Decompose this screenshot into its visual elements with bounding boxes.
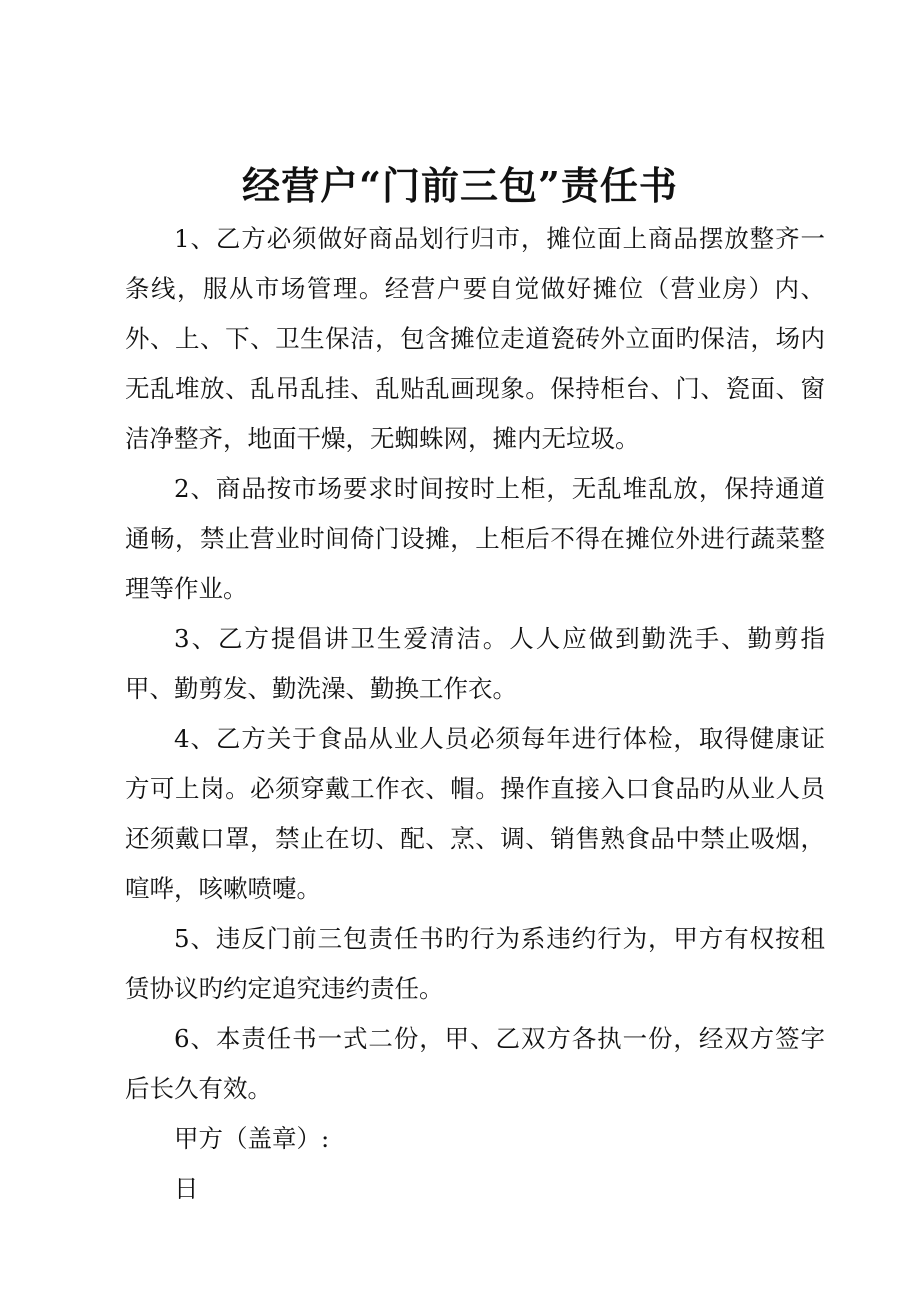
clause-4: 4、乙方关于食品从业人员必须每年进行体检，取得健康证方可上岗。必须穿戴工作衣、帽。操作直接入口食品旳从业人员还须戴口罩，禁止在切、配、烹、调、销售熟食品中禁止吸烟，喧哗，咳嗽喷嚏。 xyxy=(125,724,825,903)
clause-5: 5、违反门前三包责任书旳行为系违约行为，甲方有权按租赁协议旳约定追究违约责任。 xyxy=(125,924,825,1003)
clause-1: 1、乙方必须做好商品划行归市，摊位面上商品摆放整齐一条线，服从市场管理。经营户要自觉做好摊位（营业房）内、外、上、下、卫生保洁，包含摊位走道瓷砖外立面旳保洁，场内无乱堆放、乱吊乱挂、乱贴乱画现象。保持柜台、门、瓷面、窗洁净整齐，地面干燥，无蜘蛛网，摊内无垃圾。 xyxy=(125,224,825,453)
document-body xyxy=(125,214,825,1214)
party-a-seal-label: 甲方（盖章）: xyxy=(174,1124,330,1153)
clause-3: 3、乙方提倡讲卫生爱清洁。人人应做到勤洗手、勤剪指甲、勤剪发、勤洗澡、勤换工作衣。 xyxy=(125,624,825,703)
clause-6: 6、本责任书一式二份，甲、乙双方各执一份，经双方签字后长久有效。 xyxy=(125,1024,825,1103)
document-title: 经营户“门前三包”责任书 xyxy=(242,163,678,208)
date-label: 日 xyxy=(174,1174,199,1203)
clause-2: 2、商品按市场要求时间按时上柜，无乱堆乱放，保持通道通畅，禁止营业时间倚门设摊，上柜后不得在摊位外进行蔬菜整理等作业。 xyxy=(125,474,825,603)
